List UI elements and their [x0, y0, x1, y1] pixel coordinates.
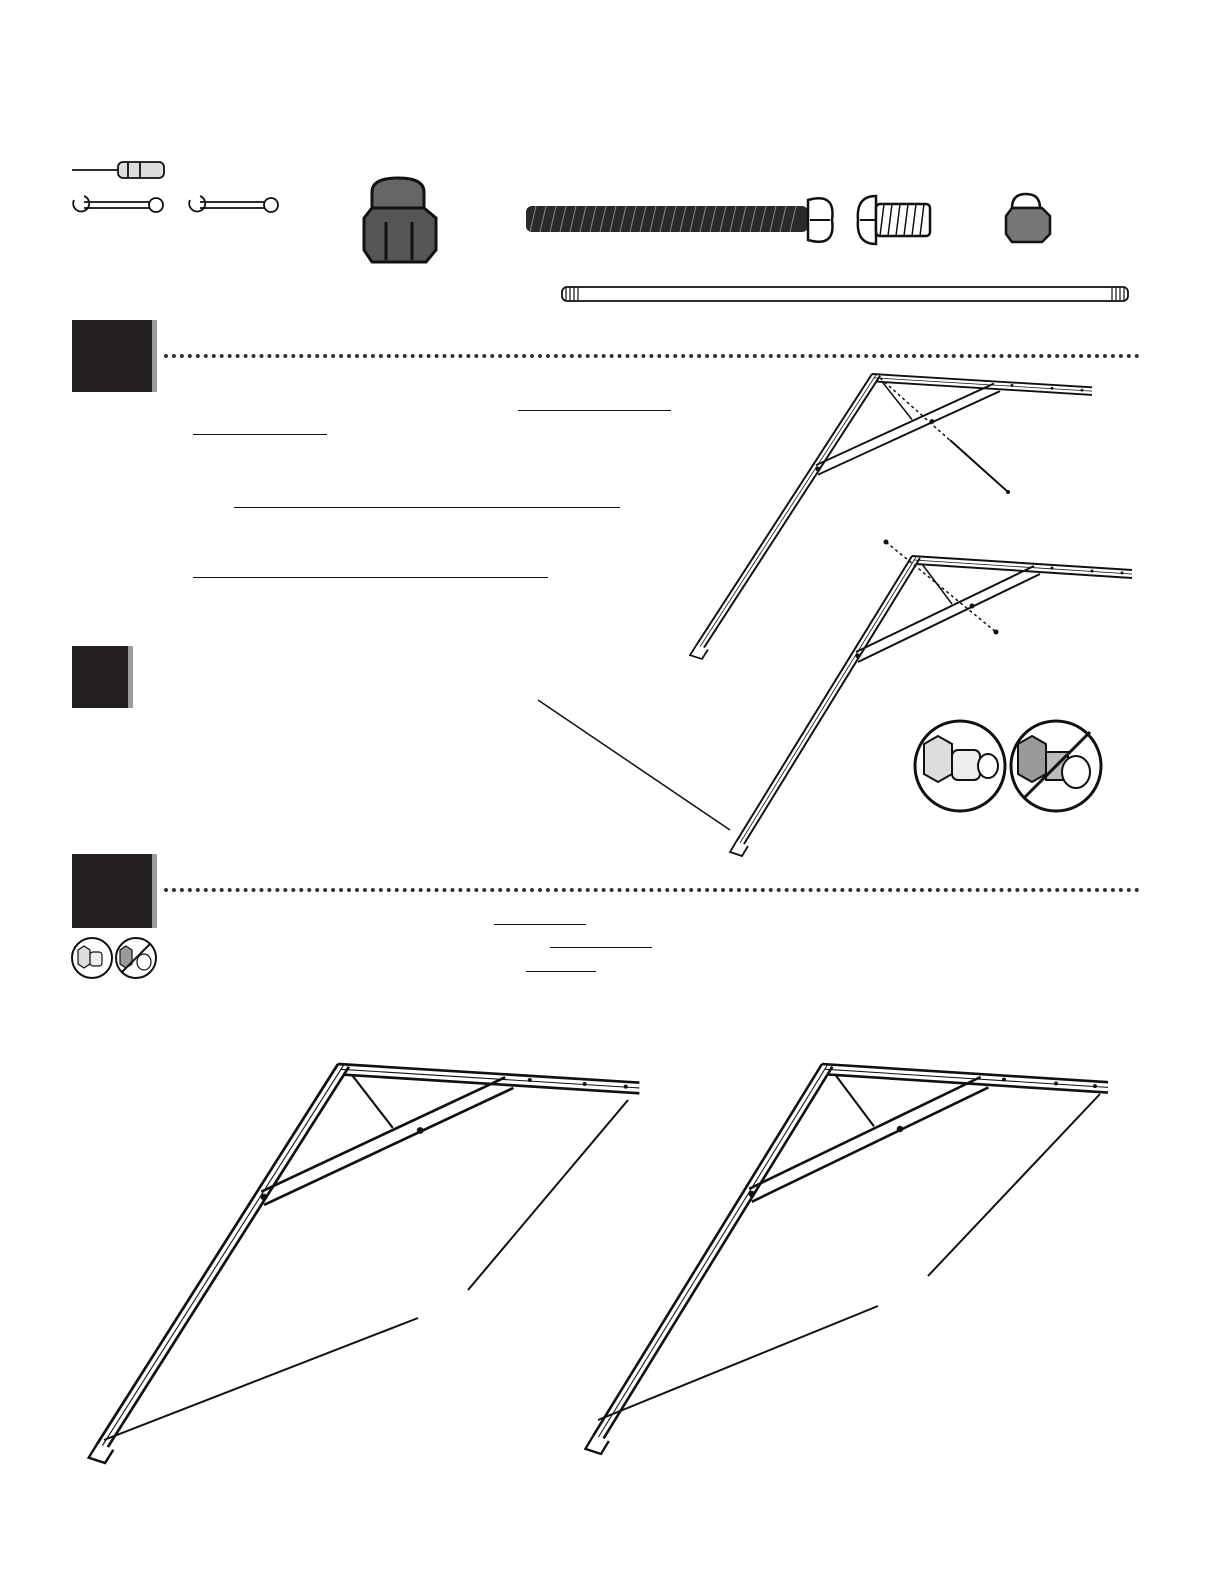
wrench-icon [73, 196, 163, 212]
step-3-text-line [526, 971, 596, 972]
cap-nut-icon [364, 178, 436, 262]
step-1-text-line [193, 577, 548, 578]
frame-upper [690, 374, 1092, 659]
step-1-text-line [518, 410, 671, 411]
screwdriver-icon [72, 162, 164, 178]
check-orientation-icon [915, 721, 1005, 811]
step-1-number [72, 320, 152, 392]
step-1-divider [164, 354, 1140, 358]
step-3-number [72, 854, 152, 928]
step-3-text-line [494, 924, 586, 925]
short-screw-icon [858, 196, 930, 244]
leader-line [538, 700, 730, 830]
wrench-icon [189, 196, 278, 212]
frame-right [585, 1064, 1108, 1454]
step-3-divider [164, 888, 1140, 892]
step-1-marker [72, 320, 152, 392]
step-1-text-line [234, 507, 620, 508]
wrong-orientation-icon [1011, 721, 1101, 811]
step-1-text-line [193, 434, 327, 435]
long-screw-icon [526, 198, 833, 242]
wrong-orientation-icon [116, 938, 156, 978]
frame-left [89, 1064, 640, 1463]
parts-illustration [0, 0, 1224, 320]
frame-lower [730, 540, 1132, 857]
step-3-marker [72, 854, 152, 928]
small-cap-nut-icon [1006, 194, 1050, 242]
step-2-number [72, 646, 128, 708]
step-3-text-line [550, 947, 652, 948]
threaded-rod-icon [562, 287, 1128, 301]
check-orientation-icon [72, 938, 112, 978]
step-2-marker [72, 646, 128, 708]
